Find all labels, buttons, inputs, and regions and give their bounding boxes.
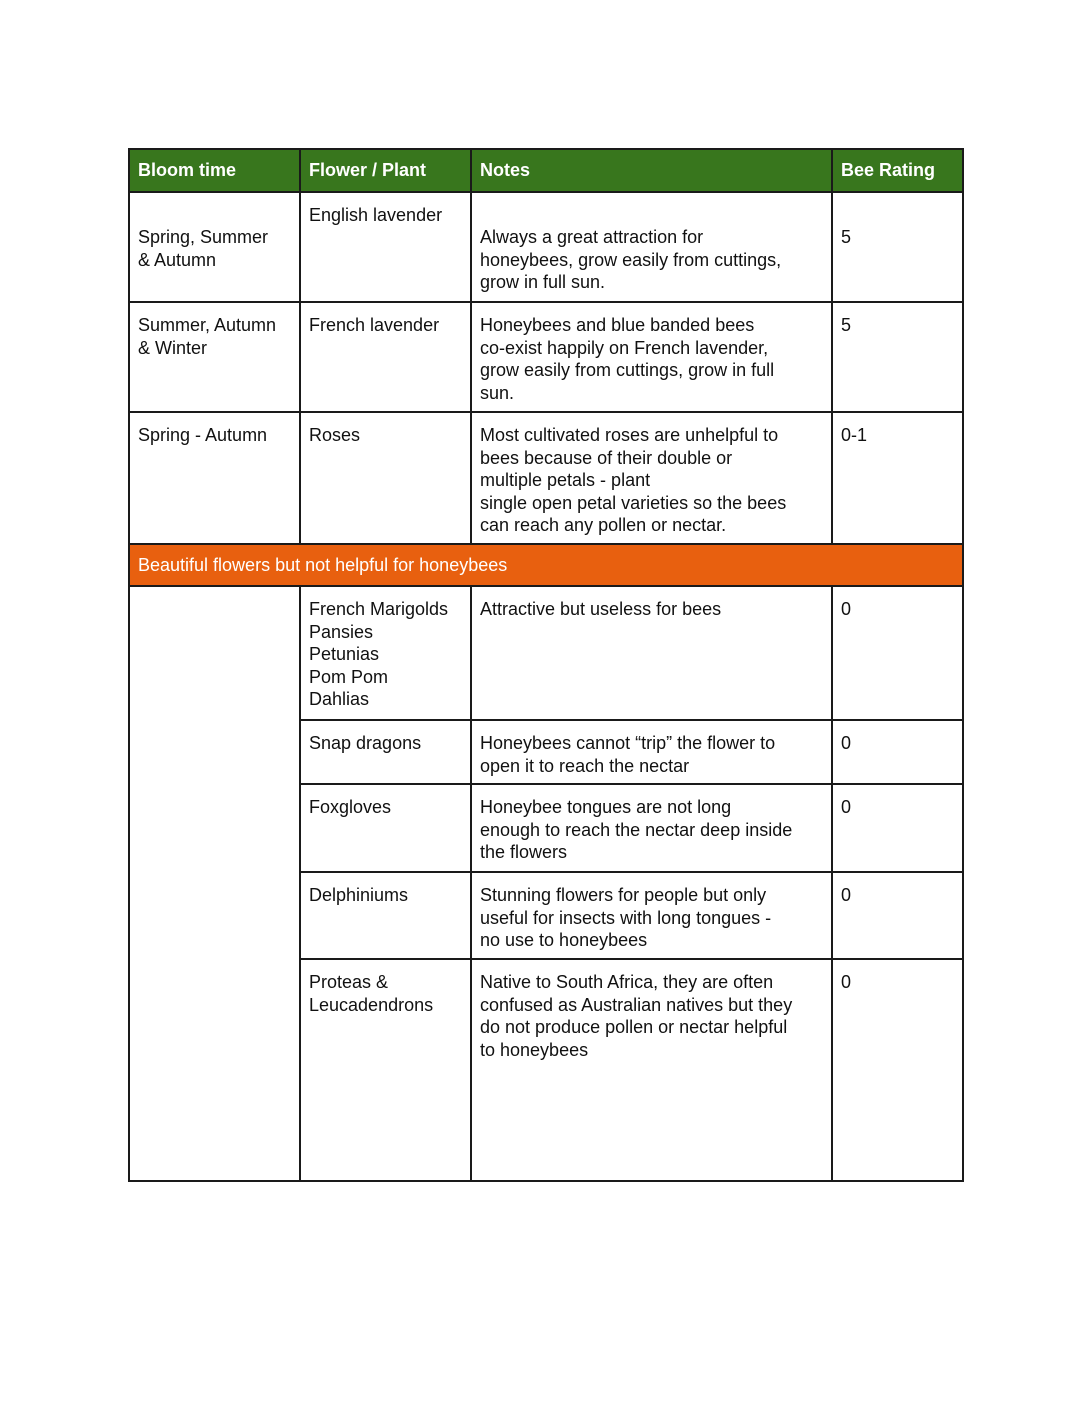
- bloom-time-cell: Spring - Autumn: [129, 412, 300, 544]
- notes-cell: Honeybees cannot “trip” the flower to open it to reach the nectar: [471, 720, 832, 784]
- table-row: [129, 586, 963, 720]
- rating-cell: 5: [832, 192, 963, 302]
- table-row: [129, 302, 963, 412]
- plant-cell: French Marigolds Pansies Petunias Pom Pom Dahlias: [300, 586, 471, 720]
- rating-cell: 0: [832, 720, 963, 784]
- rating-cell: 0-1: [832, 412, 963, 544]
- table-header-row: [129, 149, 963, 192]
- notes-cell: Always a great attraction for honeybees, grow easily from cuttings, grow in full sun.: [471, 192, 832, 302]
- rating-cell: 0: [832, 586, 963, 720]
- plant-cell: Delphiniums: [300, 872, 471, 959]
- header-bee-rating: Bee Rating: [832, 149, 963, 192]
- rating-cell: 0: [832, 959, 963, 1181]
- bloom-time-cell: Spring, Summer & Autumn: [129, 192, 300, 302]
- section-header-row: [129, 544, 963, 586]
- rating-cell: 0: [832, 872, 963, 959]
- rating-cell: 0: [832, 784, 963, 872]
- notes-cell: Honeybee tongues are not long enough to reach the nectar deep inside the flowers: [471, 784, 832, 872]
- notes-cell: Stunning flowers for people but only useful for insects with long tongues - no use to honeybees: [471, 872, 832, 959]
- plant-cell: Snap dragons: [300, 720, 471, 784]
- header-flower-plant: Flower / Plant: [300, 149, 471, 192]
- plant-cell: English lavender: [300, 192, 471, 302]
- bee-plants-table: [128, 148, 964, 1182]
- notes-cell: Most cultivated roses are unhelpful to bees because of their double or multiple petals - plant single open petal varieties so the bees can reach any pollen or nectar.: [471, 412, 832, 544]
- notes-cell: Native to South Africa, they are often confused as Australian natives but they do not produce pollen or nectar helpful to honeybees: [471, 959, 832, 1181]
- plant-cell: French lavender: [300, 302, 471, 412]
- table-row: [129, 192, 963, 302]
- header-notes: Notes: [471, 149, 832, 192]
- rating-cell: 5: [832, 302, 963, 412]
- header-bloom-time: Bloom time: [129, 149, 300, 192]
- plant-cell: Foxgloves: [300, 784, 471, 872]
- table-row: [129, 412, 963, 544]
- plant-cell: Roses: [300, 412, 471, 544]
- plant-cell: Proteas & Leucadendrons: [300, 959, 471, 1181]
- bloom-time-cell-empty: [129, 586, 300, 1181]
- notes-cell: Attractive but useless for bees: [471, 586, 832, 720]
- section-title: Beautiful flowers but not helpful for honeybees: [129, 544, 963, 586]
- bloom-time-cell: Summer, Autumn & Winter: [129, 302, 300, 412]
- notes-cell: Honeybees and blue banded bees co-exist happily on French lavender, grow easily from cuttings, grow in full sun.: [471, 302, 832, 412]
